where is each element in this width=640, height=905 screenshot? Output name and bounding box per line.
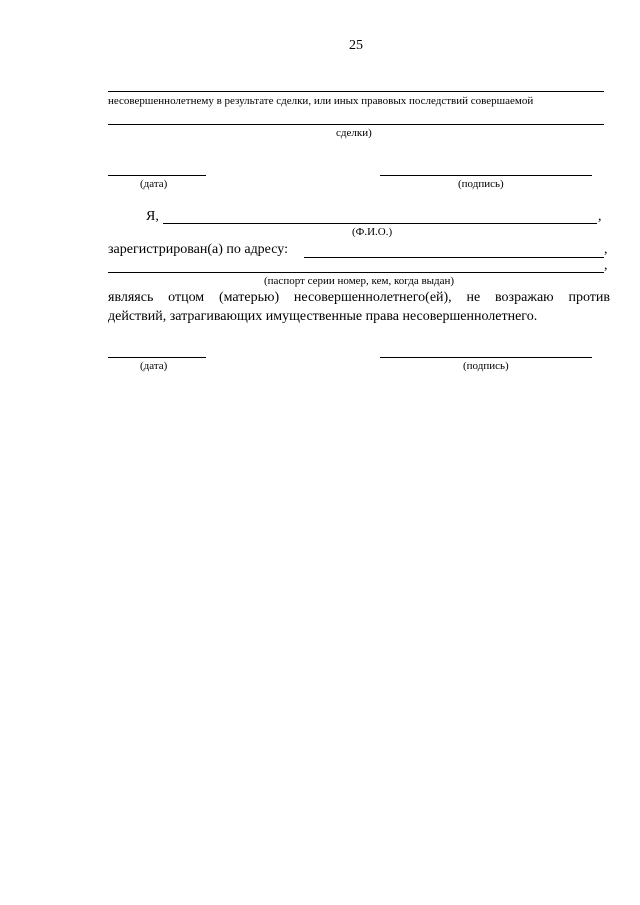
- blank-line-deal: [108, 124, 604, 125]
- date-line-2: [108, 357, 206, 358]
- signature-line-1: [380, 175, 592, 176]
- address-comma: ,: [604, 242, 608, 257]
- blank-line-top: [108, 91, 604, 92]
- passport-comma: ,: [604, 258, 608, 273]
- fio-caption: (Ф.И.О.): [352, 226, 393, 238]
- fio-comma: ,: [598, 209, 602, 224]
- statement-text-line1: являясь отцом (матерью) несовершеннолетнего(ей), не возражаю против: [108, 290, 610, 305]
- statement-text-line2: действий, затрагивающих имущественные права несовершеннолетнего.: [108, 309, 538, 324]
- page-number: 25: [349, 38, 363, 53]
- date-line-1: [108, 175, 206, 176]
- passport-line: [108, 272, 604, 273]
- registered-label: зарегистрирован(а) по адресу:: [108, 242, 288, 257]
- fio-line: [163, 223, 597, 224]
- signature-caption-1: (подпись): [458, 178, 504, 190]
- signature-line-2: [380, 357, 592, 358]
- date-caption-1: (дата): [140, 178, 168, 190]
- passport-caption: (паспорт серии номер, кем, когда выдан): [264, 275, 455, 287]
- address-line: [304, 257, 604, 258]
- date-caption-2: (дата): [140, 360, 168, 372]
- signature-caption-2: (подпись): [463, 360, 509, 372]
- top-block-text: несовершеннолетнему в результате сделки, или иных правовых последствий совершаемой: [108, 95, 534, 107]
- deal-caption: сделки): [336, 127, 372, 139]
- ya-prefix: Я,: [146, 209, 159, 224]
